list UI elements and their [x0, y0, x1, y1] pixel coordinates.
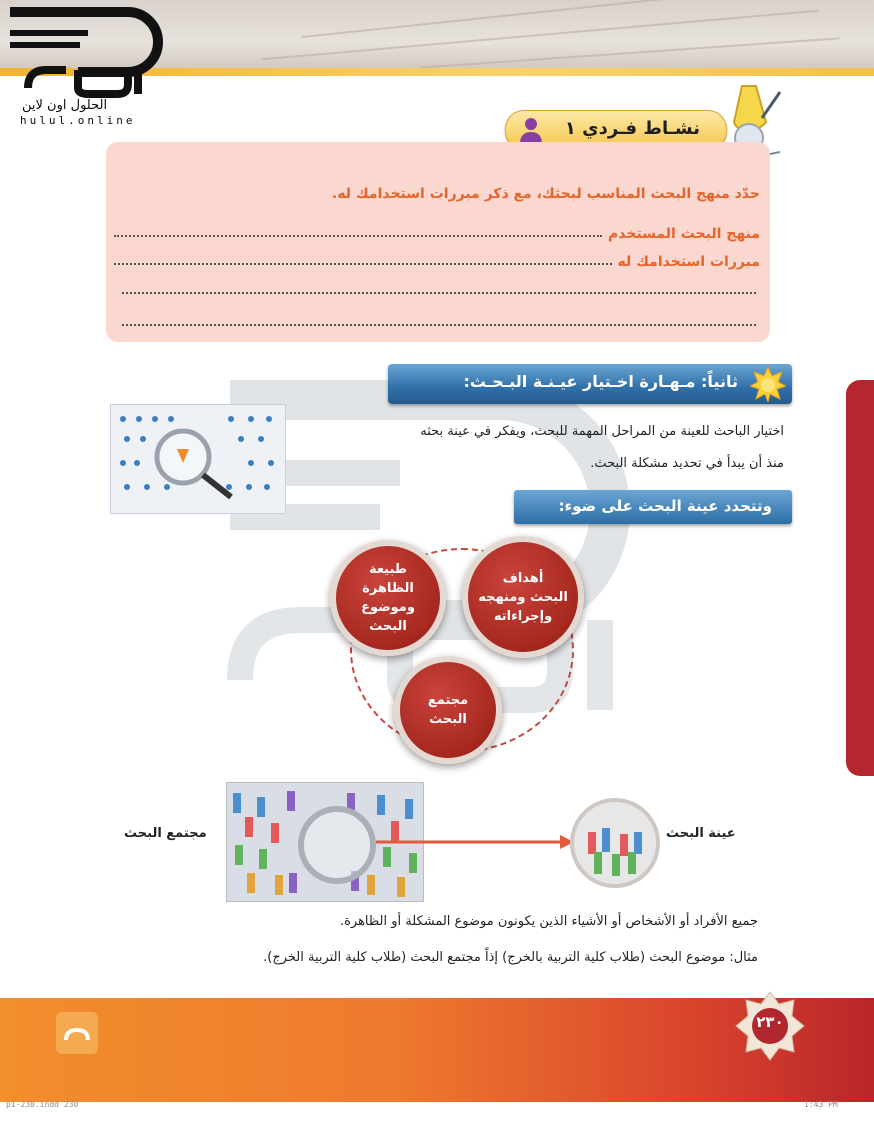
- circle-text-line: البحث ومنهجه: [478, 589, 568, 605]
- section-paragraph-line: منذ أن يبدأ في تحديد مشكلة البحث.: [590, 456, 784, 471]
- circle-text-line: البحث: [429, 712, 467, 727]
- reasons-field[interactable]: [114, 248, 760, 270]
- method-answer-line[interactable]: [114, 234, 602, 237]
- sub-header-title: وتتحدد عينة البحث على ضوء:: [558, 497, 772, 515]
- sun-badge-icon: [750, 366, 786, 402]
- activity-instruction: حدّد منهج البحث المناسب لبحثك، مع ذكر مبررات استخدامك له.: [331, 186, 760, 202]
- section-title: ثانياً: مـهـارة اخـتيار عيـنـة البـحـث:: [463, 372, 738, 391]
- footer-file-info: p1-230.indd 230: [6, 1100, 79, 1109]
- chapter-edge-tab: [846, 380, 874, 776]
- population-label: مجتمع البحث: [124, 826, 207, 841]
- circle-research-population: [394, 656, 502, 764]
- crowd-magnifier-image: [110, 404, 286, 514]
- activity-title: نشـاط فـردي ١: [564, 118, 700, 139]
- circle-text-line: أهداف: [502, 570, 544, 586]
- section-header: [388, 364, 792, 404]
- page-number: ٢٣٠: [756, 1013, 784, 1031]
- reasons-field-label: مبررات استخدامك له: [617, 254, 760, 270]
- footer-time-info: 1:43 PM: [804, 1100, 838, 1109]
- brand-logo: [8, 6, 168, 126]
- answer-line[interactable]: [122, 324, 756, 326]
- arrow-icon: [376, 832, 576, 852]
- answer-line[interactable]: [122, 292, 756, 294]
- population-definition: جميع الأفراد أو الأشخاص أو الأشياء الذين يكونون موضوع المشكلة أو الظاهرة.: [339, 914, 758, 929]
- circle-text-line: طبيعة: [368, 562, 408, 577]
- section-paragraph-line: اختيار الباحث للعينة من المراحل المهمة للبحث، ويفكر في عينة بحثه: [420, 424, 784, 439]
- population-example: مثال: موضوع البحث (طلاب كلية التربية بالخرج) إذاً مجتمع البحث (طلاب كلية التربية الخرج).: [263, 950, 758, 965]
- circle-text-line: الظاهرة: [362, 581, 414, 596]
- sub-header: [514, 490, 792, 524]
- reasons-answer-line[interactable]: [114, 262, 612, 265]
- circle-text-line: وإجراءاته: [493, 608, 553, 624]
- sample-magnified-image: [570, 798, 660, 888]
- person-icon: [516, 115, 546, 145]
- activity-box: [106, 142, 770, 342]
- logo-mark-icon: [8, 6, 168, 102]
- circle-text-line: وموضوع: [361, 600, 415, 615]
- method-field-label: منهج البحث المستخدم: [608, 226, 760, 242]
- page-number-badge: [734, 990, 806, 1062]
- method-field[interactable]: [114, 220, 760, 242]
- circle-research-goals: [462, 536, 584, 658]
- brand-latin: hulul.online: [20, 114, 136, 127]
- circle-text-line: مجتمع: [427, 693, 469, 708]
- sample-label: عينة البحث: [666, 826, 736, 841]
- circle-phenomenon-nature: [330, 540, 446, 656]
- brand-arabic: الحلول اون لاين: [22, 98, 108, 113]
- small-logo-icon: [54, 1010, 100, 1056]
- circle-text-line: البحث: [369, 619, 407, 634]
